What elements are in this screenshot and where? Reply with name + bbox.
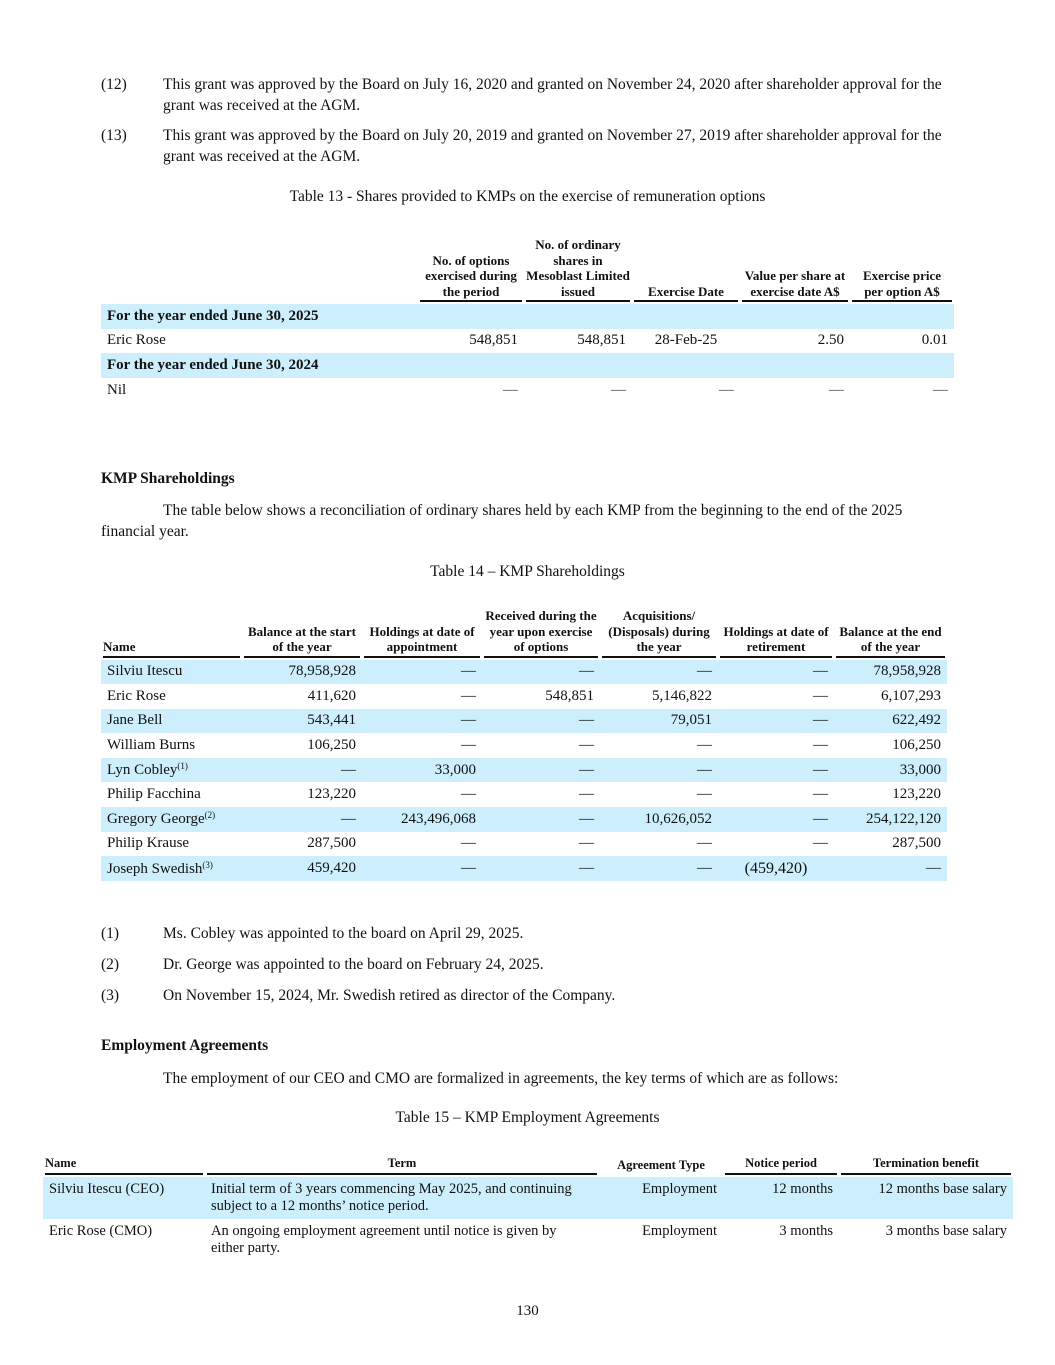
cell-acquisitions: 79,051	[600, 709, 718, 734]
table-row	[101, 758, 947, 783]
cell-acquisitions: —	[600, 758, 718, 783]
cell-received: —	[482, 807, 600, 832]
cell-agreement-type: Employment	[642, 1222, 717, 1239]
table-row	[43, 1219, 1013, 1261]
footnote-ref: (3)	[202, 859, 213, 870]
footnote-text: This grant was approved by the Board on July 20, 2019 and granted on November 27, 2019 after shareholder approval for the grant was received at the AGM.	[163, 127, 942, 165]
footnote-number: (1)	[101, 925, 120, 942]
cell-start: 123,220	[307, 786, 356, 803]
column-header-term: Term	[205, 1156, 599, 1177]
footnote-number: (13)	[101, 127, 127, 144]
page-number: 130	[516, 1303, 539, 1319]
table-row	[101, 660, 947, 685]
cell-term: An ongoing employment agreement until notice is given by either party.	[211, 1222, 557, 1256]
column-header-acquisitions: Acquisitions/ (Disposals) during the year	[600, 608, 718, 660]
column-header-value-per-share: Value per share at exercise date A$	[740, 237, 850, 304]
table-row	[101, 782, 947, 807]
cell-end: 287,500	[892, 835, 941, 852]
table15-caption: Table 15 – KMP Employment Agreements	[395, 1109, 660, 1126]
cell-start: 543,441	[242, 709, 362, 734]
cell-received: —	[579, 786, 594, 803]
cell-shares-issued: —	[611, 381, 626, 398]
section-row	[101, 304, 954, 329]
cell-name: William Burns	[107, 737, 196, 754]
cell-received: —	[482, 856, 600, 881]
cell-name: Joseph Swedish$^{(3)}$	[101, 856, 242, 881]
cell-name: Gregory George$^{(2)}$	[101, 807, 242, 832]
table-row	[101, 329, 954, 354]
table-row	[101, 733, 947, 758]
cell-agreement-type: Employment	[599, 1177, 723, 1219]
cell-name: Silviu Itescu (CEO)	[43, 1177, 205, 1219]
cell-end: 106,250	[892, 737, 941, 754]
cell-name: Eric Rose	[107, 687, 166, 704]
footnote-number: (3)	[101, 987, 120, 1004]
column-header-options-exercised: No. of options exercised during the period	[418, 237, 524, 304]
cell-acquisitions: —	[697, 835, 712, 852]
cell-acquisitions: —	[697, 737, 712, 754]
table15-header-row	[43, 1156, 1013, 1177]
footnote-2	[101, 954, 961, 975]
cell-received: —	[579, 835, 594, 852]
column-header-received: Received during the year upon exercise of options	[482, 608, 600, 660]
cell-end: 123,220	[892, 786, 941, 803]
cell-start: 106,250	[307, 737, 356, 754]
column-header-name: Name	[43, 1156, 205, 1177]
footnote-ref: (2)	[204, 810, 216, 821]
table-row	[43, 1177, 1013, 1219]
section-row	[101, 353, 954, 378]
cell-name: Eric Rose	[107, 332, 166, 349]
cell-retirement: —	[718, 660, 834, 685]
table-row	[101, 807, 947, 832]
cell-retirement: —	[718, 807, 834, 832]
section-label: For the year ended June 30, 2024	[101, 353, 954, 378]
column-header-shares-issued: No. of ordinary shares in Mesoblast Limited issued	[524, 237, 632, 304]
cell-options-exercised: —	[503, 381, 518, 398]
column-header-termination-benefit: Termination benefit	[839, 1156, 1013, 1177]
cell-retirement: —	[718, 758, 834, 783]
cell-retirement: —	[813, 737, 828, 754]
footnote-text: On November 15, 2024, Mr. Swedish retired as director of the Company.	[163, 987, 616, 1004]
footnote-number: (12)	[101, 76, 127, 93]
footnote-13	[101, 125, 961, 167]
cell-acquisitions: —	[697, 786, 712, 803]
cell-retirement: —	[718, 709, 834, 734]
footnote-text: Ms. Cobley was appointed to the board on April 29, 2025.	[163, 925, 524, 942]
column-header-appointment: Holdings at date of appointment	[362, 608, 482, 660]
cell-notice-period: 3 months	[779, 1222, 833, 1239]
column-header-label	[101, 237, 418, 304]
cell-retirement: —	[813, 835, 828, 852]
section-heading-kmp-shareholdings: KMP Shareholdings	[101, 470, 235, 487]
cell-start: 411,620	[307, 687, 356, 704]
cell-termination-benefit: 12 months base salary	[839, 1177, 1013, 1219]
column-header-agreement-type: Agreement Type	[617, 1158, 705, 1172]
table14-caption: Table 14 – KMP Shareholdings	[430, 563, 625, 580]
column-header-retirement: Holdings at date of retirement	[718, 608, 834, 660]
cell-end: —	[834, 856, 947, 881]
cell-appointment: 33,000	[362, 758, 482, 783]
cell-retirement: —	[813, 687, 828, 704]
footnote-ref: (1)	[177, 761, 188, 772]
table-row	[101, 856, 947, 881]
cell-notice-period: 12 months	[723, 1177, 839, 1219]
cell-acquisitions: 10,626,052	[600, 807, 718, 832]
table14-header-row	[101, 608, 947, 660]
column-header-name: Name	[101, 608, 242, 660]
cell-start: —	[242, 758, 362, 783]
table-row	[101, 832, 947, 857]
footnote-3	[101, 985, 961, 1006]
cell-acquisitions: 5,146,822	[652, 687, 712, 704]
cell-exercise-price: —	[933, 381, 948, 398]
cell-received: —	[482, 660, 600, 685]
column-header-notice-period: Notice period	[723, 1156, 839, 1177]
cell-start: —	[242, 807, 362, 832]
cell-end: 622,492	[834, 709, 947, 734]
cell-end: 254,122,120	[834, 807, 947, 832]
column-header-start-balance: Balance at the start of the year	[242, 608, 362, 660]
cell-appointment: —	[461, 835, 476, 852]
cell-name: Philip Facchina	[107, 786, 201, 803]
footnote-12	[101, 74, 961, 116]
cell-received: —	[482, 758, 600, 783]
cell-name: Philip Krause	[107, 835, 190, 852]
column-header-exercise-price: Exercise price per option A$	[850, 237, 954, 304]
cell-name: Jane Bell	[101, 709, 242, 734]
cell-appointment: —	[461, 786, 476, 803]
cell-name: Eric Rose (CMO)	[49, 1222, 153, 1239]
column-header-exercise-date: Exercise Date	[632, 237, 740, 304]
employment-paragraph: The employment of our CEO and CMO are formalized in agreements, the key terms of which are as follows:	[163, 1070, 839, 1087]
cell-value-per-share: 2.50	[817, 332, 844, 349]
cell-exercise-date: 28-Feb-25	[654, 332, 718, 349]
cell-acquisitions: —	[600, 660, 718, 685]
cell-received: —	[579, 737, 594, 754]
cell-retirement: —	[813, 786, 828, 803]
cell-options-exercised: 548,851	[469, 332, 518, 349]
cell-acquisitions: —	[600, 856, 718, 881]
cell-start: 287,500	[307, 835, 356, 852]
footnote-number: (2)	[101, 956, 120, 973]
cell-value-per-share: —	[829, 381, 844, 398]
cell-appointment: —	[461, 687, 476, 704]
cell-appointment: —	[362, 709, 482, 734]
footnote-text: This grant was approved by the Board on July 16, 2020 and granted on November 24, 2020 after shareholder approval for the grant was received at the AGM.	[163, 76, 942, 114]
table15	[43, 1156, 1013, 1261]
footnote-text: Dr. George was appointed to the board on February 24, 2025.	[163, 956, 544, 973]
cell-name: Nil	[107, 381, 127, 398]
table14	[101, 608, 947, 881]
cell-appointment: —	[362, 856, 482, 881]
table-row	[101, 684, 947, 709]
cell-end: 33,000	[834, 758, 947, 783]
cell-end: 78,958,928	[834, 660, 947, 685]
section-label: For the year ended June 30, 2025	[101, 304, 954, 329]
cell-exercise-price: 0.01	[921, 332, 948, 349]
table13-header-row	[101, 237, 954, 304]
cell-appointment: 243,496,068	[362, 807, 482, 832]
cell-start: 78,958,928	[242, 660, 362, 685]
section-heading-employment-agreements: Employment Agreements	[101, 1037, 269, 1054]
table13	[101, 237, 954, 402]
footnote-1	[101, 923, 961, 944]
kmp-shareholdings-paragraph: The table below shows a reconciliation of ordinary shares held by each KMP from the beginning to the end of the 2025 financial year.	[101, 502, 903, 540]
cell-retirement: (459,420)	[718, 856, 834, 881]
table13-caption: Table 13 - Shares provided to KMPs on the exercise of remuneration options	[289, 188, 766, 205]
table-row	[101, 378, 954, 403]
cell-shares-issued: 548,851	[577, 332, 626, 349]
cell-exercise-date: —	[719, 381, 734, 398]
cell-end: 6,107,293	[881, 687, 941, 704]
cell-received: 548,851	[545, 687, 594, 704]
cell-appointment: —	[461, 737, 476, 754]
column-header-end-balance: Balance at the end of the year	[834, 608, 947, 660]
cell-received: —	[482, 709, 600, 734]
table-row	[101, 709, 947, 734]
cell-term: Initial term of 3 years commencing May 2025, and continuing subject to a 12 months’ notice period.	[205, 1177, 599, 1219]
cell-start: 459,420	[242, 856, 362, 881]
cell-name: Lyn Cobley$^{(1)}$	[101, 758, 242, 783]
cell-name: Silviu Itescu	[101, 660, 242, 685]
cell-appointment: —	[362, 660, 482, 685]
cell-termination-benefit: 3 months base salary	[885, 1222, 1007, 1239]
